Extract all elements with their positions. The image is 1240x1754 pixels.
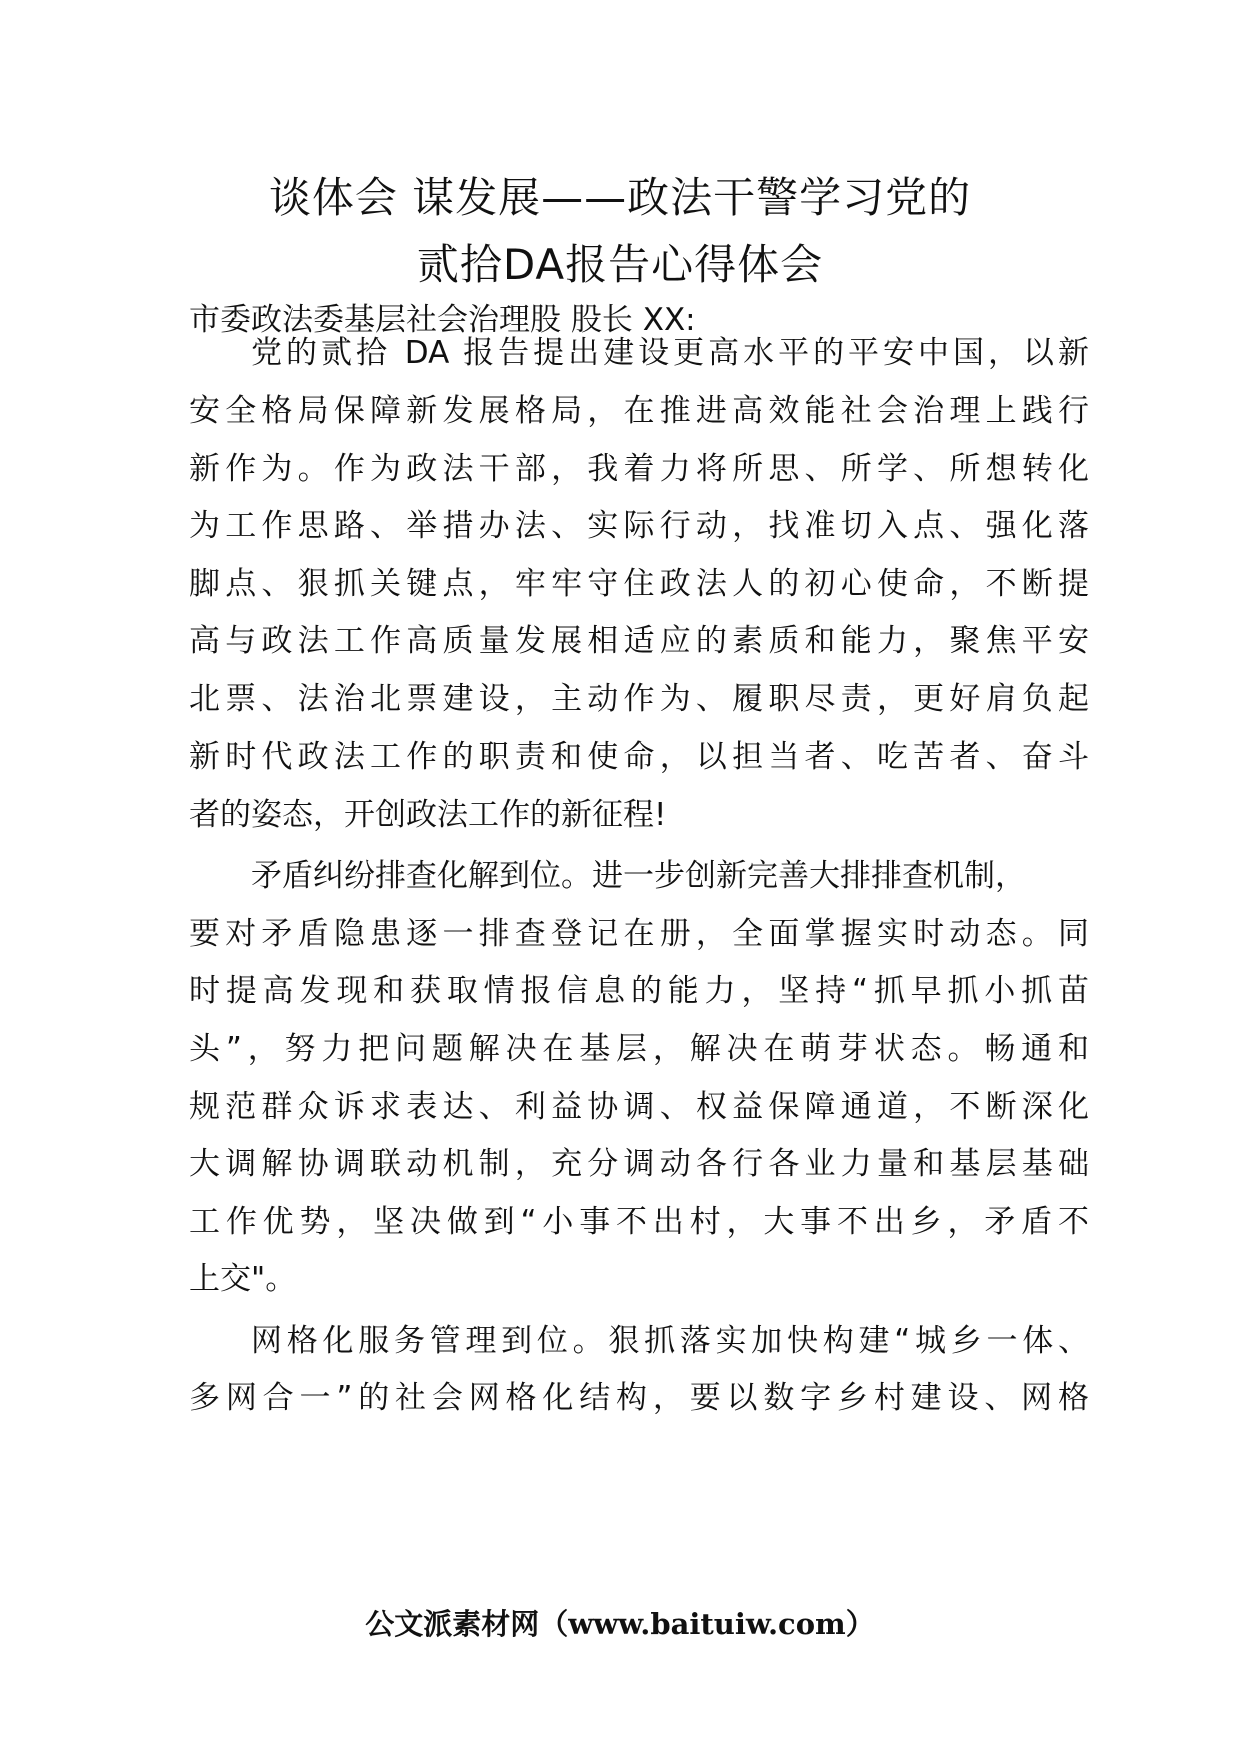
paragraph-line: 安全格局保障新发展格局，在推进高效能社会治理上践行 xyxy=(189,393,1089,429)
document-title-line-1: 谈体会 谋发展——政法干警学习党的 xyxy=(268,173,972,222)
footer-watermark: 公文派素材网（www.baituiw.com） xyxy=(365,1607,875,1641)
paragraph-line: 工作优势，坚决做到“小事不出村，大事不出乡，矛盾不 xyxy=(189,1204,1089,1240)
paragraph-line: 规范群众诉求表达、利益协调、权益保障通道，不断深化 xyxy=(189,1089,1089,1125)
paragraph-line: 北票、法治北票建设，主动作为、履职尽责，更好肩负起 xyxy=(189,681,1089,717)
document-title-line-2: 贰拾DA报告心得体会 xyxy=(416,240,824,289)
paragraph-line: 多网合一”的社会网格化结构，要以数字乡村建设、网格 xyxy=(189,1380,1089,1416)
author-line: 市委政法委基层社会治理股 股长 XX: xyxy=(189,302,696,338)
paragraph-line: 党的贰拾 DA 报告提出建设更高水平的平安中国，以新 xyxy=(251,335,1089,371)
paragraph-line: 新时代政法工作的职责和使命，以担当者、吃苦者、奋斗 xyxy=(189,739,1089,775)
paragraph-line: 要对矛盾隐患逐一排查登记在册，全面掌握实时动态。同 xyxy=(189,916,1089,952)
paragraph-line: 为工作思路、举措办法、实际行动，找准切入点、强化落 xyxy=(189,508,1089,544)
paragraph-line: 脚点、狠抓关键点，牢牢守住政法人的初心使命，不断提 xyxy=(189,566,1089,602)
paragraph-line: 头”，努力把问题解决在基层，解决在萌芽状态。畅通和 xyxy=(189,1031,1089,1067)
paragraph-line: 上交"。 xyxy=(189,1261,297,1297)
paragraph-line: 矛盾纠纷排查化解到位。进一步创新完善大排排查机制， xyxy=(251,858,1026,894)
paragraph-line: 大调解协调联动机制，充分调动各行各业力量和基层基础 xyxy=(189,1146,1089,1182)
paragraph-line: 网格化服务管理到位。狠抓落实加快构建“城乡一体、 xyxy=(251,1323,1089,1359)
paragraph-line: 新作为。作为政法干部，我着力将所思、所学、所想转化 xyxy=(189,451,1089,487)
paragraph-line: 者的姿态，开创政法工作的新征程! xyxy=(189,797,667,833)
paragraph-line: 时提高发现和获取情报信息的能力，坚持“抓早抓小抓苗 xyxy=(189,973,1089,1009)
paragraph-line: 高与政法工作高质量发展相适应的素质和能力，聚焦平安 xyxy=(189,623,1089,659)
